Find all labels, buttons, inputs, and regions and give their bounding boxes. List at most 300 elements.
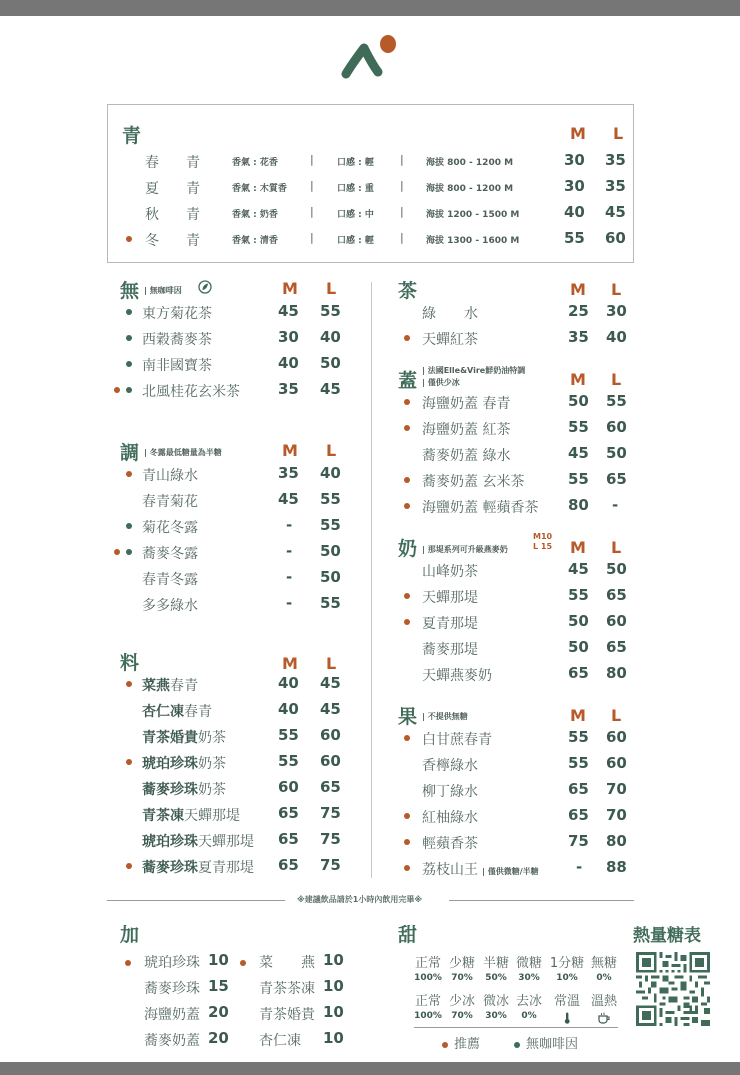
price-m: 35 bbox=[278, 464, 299, 482]
menu-item[interactable] bbox=[120, 352, 360, 378]
option-label: 1分糖 bbox=[549, 956, 585, 971]
topping-name: 琥珀珍珠 bbox=[142, 834, 198, 850]
thermometer-icon bbox=[563, 1012, 571, 1024]
price-m: 65 bbox=[568, 780, 589, 798]
option-label: 溫熱 bbox=[590, 994, 617, 1009]
price-l: 60 bbox=[606, 612, 627, 630]
price-l: 80 bbox=[606, 664, 627, 682]
addon-name: 蕎麥奶蓋 bbox=[144, 1033, 200, 1049]
menu-item[interactable] bbox=[120, 750, 365, 776]
header-l: L bbox=[611, 370, 622, 389]
taste: 口感 : 中 bbox=[337, 210, 374, 220]
option-label: 去冰 bbox=[515, 994, 542, 1009]
separator: | bbox=[400, 153, 404, 166]
recommended-dot-icon bbox=[114, 387, 120, 393]
section-title: 無 bbox=[120, 280, 140, 302]
recommended-dot-icon bbox=[404, 503, 410, 509]
option-pct: 70% bbox=[451, 973, 473, 983]
addon-name: 青茶茶凍 bbox=[259, 981, 315, 997]
item-name-2: 青 bbox=[186, 155, 200, 171]
recommended-dot-icon bbox=[404, 335, 410, 341]
section-note: | 不提供無糖 bbox=[422, 712, 468, 721]
price-m: 50 bbox=[568, 612, 589, 630]
addon-item[interactable] bbox=[259, 977, 344, 1002]
section-title: 奶 bbox=[398, 538, 418, 560]
menu-item[interactable] bbox=[398, 856, 634, 882]
menu-item[interactable] bbox=[398, 584, 634, 610]
menu-item[interactable] bbox=[398, 778, 634, 804]
menu-item[interactable] bbox=[120, 592, 360, 618]
header-l: L bbox=[326, 654, 337, 673]
price-l: 70 bbox=[606, 780, 627, 798]
header-m: M bbox=[282, 279, 298, 298]
price-m: 45 bbox=[568, 444, 589, 462]
item-name: 綠 水 bbox=[422, 306, 478, 322]
price-l: 30 bbox=[606, 302, 627, 320]
item-name: 山峰奶茶 bbox=[422, 564, 478, 580]
menu-item[interactable] bbox=[120, 462, 360, 488]
topping-name: 蕎麥珍珠 bbox=[142, 782, 198, 798]
featured-qing-section bbox=[107, 104, 634, 263]
item-name: 天蟬紅茶 bbox=[422, 332, 478, 348]
addon-price: 10 bbox=[323, 951, 344, 969]
altitude: 海拔 800 - 1200 M bbox=[426, 158, 514, 168]
header-l: L bbox=[613, 124, 624, 143]
option-label: 常溫 bbox=[553, 994, 580, 1009]
addon-name: 青茶婚貴 bbox=[259, 1007, 315, 1023]
addon-item[interactable] bbox=[144, 1003, 229, 1028]
menu-item[interactable] bbox=[398, 804, 634, 830]
addon-item[interactable] bbox=[259, 1003, 344, 1028]
base-name: 春青 bbox=[184, 704, 212, 720]
base-name: 奶茶 bbox=[198, 756, 226, 772]
price-m: 35 bbox=[278, 380, 299, 398]
price-m: 65 bbox=[278, 804, 299, 822]
separator: | bbox=[400, 205, 404, 218]
topping-name: 琥珀珍珠 bbox=[142, 756, 198, 772]
section-note: | 僅供少冰 bbox=[422, 378, 460, 387]
price-l: 60 bbox=[605, 229, 626, 247]
price-m: 75 bbox=[568, 832, 589, 850]
price-l: 65 bbox=[606, 638, 627, 656]
separator: | bbox=[310, 153, 314, 166]
price-m: 55 bbox=[568, 470, 589, 488]
recommended-dot-icon bbox=[240, 960, 246, 966]
recommended-dot-icon bbox=[125, 960, 131, 966]
option-label: 半糖 bbox=[482, 956, 509, 971]
price-m: 55 bbox=[568, 728, 589, 746]
option-pct: 100% bbox=[414, 973, 442, 983]
price-l: 70 bbox=[606, 806, 627, 824]
addon-price: 10 bbox=[208, 951, 229, 969]
recommended-dot-icon bbox=[404, 425, 410, 431]
price-m: 30 bbox=[278, 328, 299, 346]
option-pct: 0% bbox=[596, 973, 612, 983]
section-title: 料 bbox=[120, 652, 140, 674]
recommended-dot-icon bbox=[126, 759, 132, 765]
price-m: 55 bbox=[278, 726, 299, 744]
price-l: 55 bbox=[320, 302, 341, 320]
leaf-circle-icon bbox=[198, 280, 212, 294]
price-l: 35 bbox=[605, 151, 626, 169]
section-title: 蓋 bbox=[398, 370, 418, 392]
addon-price: 15 bbox=[208, 977, 229, 995]
brand-logo-icon bbox=[338, 34, 404, 84]
topping-name: 青茶婚貴 bbox=[142, 730, 198, 746]
price-l: 60 bbox=[320, 726, 341, 744]
section-title: 果 bbox=[398, 706, 418, 728]
price-m: 55 bbox=[568, 586, 589, 604]
price-m: 50 bbox=[568, 392, 589, 410]
menu-item[interactable] bbox=[120, 854, 365, 880]
header-m: M bbox=[570, 538, 586, 557]
item-name: 香檸綠水 bbox=[422, 758, 478, 774]
menu-item[interactable] bbox=[120, 378, 360, 404]
menu-item-qiu-qing[interactable] bbox=[108, 203, 633, 225]
addon-item[interactable] bbox=[144, 977, 229, 1002]
separator: | bbox=[310, 231, 314, 244]
price-l: 50 bbox=[320, 354, 341, 372]
item-name: 白甘蔗春青 bbox=[422, 732, 492, 748]
recommended-dot-icon bbox=[126, 863, 132, 869]
menu-item[interactable] bbox=[120, 300, 360, 326]
header-l: L bbox=[611, 538, 622, 557]
item-name: 天蟬那堤 bbox=[422, 590, 478, 606]
item-name: 荔枝山王 bbox=[422, 862, 478, 878]
header-l: L bbox=[611, 280, 622, 299]
taste: 口感 : 輕 bbox=[337, 158, 374, 168]
price-l: 80 bbox=[606, 832, 627, 850]
recommended-dot-icon bbox=[126, 236, 132, 242]
caffeine-free-dot-icon bbox=[126, 309, 132, 315]
menu-item[interactable] bbox=[398, 300, 634, 326]
item-name-1: 秋 bbox=[145, 207, 159, 223]
oat-upgrade-price-l: L 15 bbox=[533, 542, 553, 551]
item-name: 天蟬燕麥奶 bbox=[422, 668, 492, 684]
separator: | bbox=[310, 179, 314, 192]
menu-item[interactable] bbox=[398, 830, 634, 856]
menu-item[interactable] bbox=[398, 662, 634, 688]
price-l: 40 bbox=[606, 328, 627, 346]
price-m: 45 bbox=[278, 302, 299, 320]
item-name: 多多綠水 bbox=[142, 598, 198, 614]
price-m: 80 bbox=[568, 496, 589, 514]
menu-item[interactable] bbox=[398, 636, 634, 662]
header-m: M bbox=[282, 654, 298, 673]
addon-price: 20 bbox=[208, 1029, 229, 1047]
price-l: 35 bbox=[605, 177, 626, 195]
menu-item[interactable] bbox=[120, 724, 365, 750]
price-m: 40 bbox=[278, 354, 299, 372]
price-l: 55 bbox=[606, 392, 627, 410]
hot-cup-icon bbox=[597, 1012, 611, 1024]
recommended-dot-icon bbox=[404, 839, 410, 845]
price-l: 40 bbox=[320, 328, 341, 346]
ice-option[interactable] bbox=[509, 990, 549, 1021]
addon-name: 海鹽奶蓋 bbox=[144, 1007, 200, 1023]
caffeine-free-dot-icon bbox=[126, 549, 132, 555]
header-l: L bbox=[611, 706, 622, 725]
topping-name: 蕎麥珍珠 bbox=[142, 860, 198, 876]
item-name-1: 春 bbox=[145, 155, 159, 171]
price-m: 45 bbox=[278, 490, 299, 508]
option-label: 微糖 bbox=[515, 956, 542, 971]
section-title: 青 bbox=[122, 125, 142, 147]
aroma: 香氣 : 木質香 bbox=[232, 184, 287, 194]
price-l: 50 bbox=[606, 560, 627, 578]
price-l: 75 bbox=[320, 830, 341, 848]
header-m: M bbox=[570, 124, 586, 143]
price-l: 65 bbox=[606, 470, 627, 488]
price-l: - bbox=[612, 496, 619, 514]
price-l: 60 bbox=[606, 728, 627, 746]
price-l: 50 bbox=[606, 444, 627, 462]
top-bar bbox=[0, 0, 740, 16]
section-liao bbox=[120, 648, 365, 880]
item-note: | 僅供微糖/半糖 bbox=[482, 867, 539, 876]
legend-label: 無咖啡因 bbox=[526, 1037, 579, 1052]
price-m: 55 bbox=[568, 418, 589, 436]
menu-item[interactable] bbox=[120, 488, 360, 514]
recommended-dot-icon bbox=[126, 471, 132, 477]
section-tiao bbox=[120, 438, 360, 618]
topping-name: 青茶凍 bbox=[142, 808, 184, 824]
price-l: 60 bbox=[606, 754, 627, 772]
header-l: L bbox=[326, 279, 337, 298]
price-l: 50 bbox=[320, 542, 341, 560]
base-name: 春青 bbox=[170, 678, 198, 694]
menu-item[interactable] bbox=[120, 540, 360, 566]
price-m: 35 bbox=[568, 328, 589, 346]
menu-item[interactable] bbox=[120, 326, 360, 352]
addon-price: 10 bbox=[323, 977, 344, 995]
aroma: 香氣 : 清香 bbox=[232, 236, 278, 246]
addon-name: 菜 燕 bbox=[259, 955, 315, 971]
recommended-dot-icon bbox=[404, 813, 410, 819]
price-l: 45 bbox=[320, 674, 341, 692]
base-name: 天蟬那堤 bbox=[198, 834, 254, 850]
price-l: 65 bbox=[606, 586, 627, 604]
menu-item-xia-qing[interactable] bbox=[108, 177, 633, 199]
topping-name: 杏仁凍 bbox=[142, 704, 184, 720]
separator: | bbox=[400, 179, 404, 192]
menu-item[interactable] bbox=[120, 776, 365, 802]
price-m: - bbox=[286, 542, 293, 560]
option-label: 少冰 bbox=[448, 994, 475, 1009]
bottom-bar bbox=[0, 1062, 740, 1075]
menu-item[interactable] bbox=[398, 494, 634, 520]
recommended-dot-icon bbox=[404, 477, 410, 483]
addon-item[interactable] bbox=[144, 1029, 229, 1054]
item-name: 輕蘋香茶 bbox=[422, 836, 478, 852]
divider bbox=[414, 1027, 618, 1028]
base-name: 奶茶 bbox=[198, 730, 226, 746]
sugar-option[interactable] bbox=[509, 952, 549, 983]
price-l: 55 bbox=[320, 594, 341, 612]
section-note: | 法國Elle&Vire鮮奶油特調 bbox=[422, 366, 526, 375]
item-name: 海鹽奶蓋 輕蘋香茶 bbox=[422, 500, 539, 516]
option-label: 少糖 bbox=[448, 956, 475, 971]
addon-item[interactable] bbox=[259, 1029, 344, 1054]
header-l: L bbox=[326, 441, 337, 460]
price-m: 45 bbox=[568, 560, 589, 578]
menu-item[interactable] bbox=[398, 752, 634, 778]
menu-item[interactable] bbox=[398, 726, 634, 752]
price-l: 50 bbox=[320, 568, 341, 586]
price-m: 30 bbox=[564, 151, 585, 169]
menu-item[interactable] bbox=[120, 514, 360, 540]
price-m: - bbox=[286, 516, 293, 534]
item-name: 紅柚綠水 bbox=[422, 810, 478, 826]
option-pct: 70% bbox=[451, 1011, 473, 1021]
qr-title: 熱量糖表 bbox=[633, 926, 701, 946]
item-name: 北風桂花玄米茶 bbox=[142, 384, 240, 400]
divider bbox=[107, 900, 285, 901]
recommended-dot-icon bbox=[404, 593, 410, 599]
item-name-1: 冬 bbox=[145, 233, 159, 249]
recommended-dot-icon bbox=[404, 399, 410, 405]
option-label: 微冰 bbox=[482, 994, 509, 1009]
option-pct: 30% bbox=[518, 973, 540, 983]
addon-name: 琥珀珍珠 bbox=[144, 955, 200, 971]
option-label: 無糖 bbox=[590, 956, 617, 971]
menu-item[interactable] bbox=[120, 672, 365, 698]
column-divider bbox=[371, 282, 372, 878]
menu-item[interactable] bbox=[120, 802, 365, 828]
section-title: 調 bbox=[120, 442, 140, 464]
price-l: 60 bbox=[320, 752, 341, 770]
price-l: 45 bbox=[320, 380, 341, 398]
section-nai bbox=[398, 534, 634, 688]
recommended-dot-icon bbox=[404, 865, 410, 871]
option-label: 正常 bbox=[414, 956, 441, 971]
option-pct: 10% bbox=[556, 973, 578, 983]
price-l: 65 bbox=[320, 778, 341, 796]
addons-title: 加 bbox=[120, 924, 140, 946]
price-l: 88 bbox=[606, 858, 627, 876]
oat-upgrade-price-m: M10 bbox=[533, 532, 553, 541]
separator: | bbox=[400, 231, 404, 244]
price-l: 45 bbox=[320, 700, 341, 718]
section-title: 茶 bbox=[398, 280, 418, 302]
item-name: 菊花冬露 bbox=[142, 520, 198, 536]
recommended-dot-icon bbox=[126, 681, 132, 687]
menu-item[interactable] bbox=[398, 390, 634, 416]
menu-item[interactable] bbox=[120, 566, 360, 592]
item-name: 柳丁綠水 bbox=[422, 784, 478, 800]
sugar-option[interactable] bbox=[547, 952, 587, 983]
price-l: 40 bbox=[320, 464, 341, 482]
section-note: | 冬露最低糖量為半糖 bbox=[144, 448, 222, 457]
caffeine-free-dot-icon bbox=[126, 335, 132, 341]
header-m: M bbox=[570, 280, 586, 299]
taste: 口感 : 輕 bbox=[337, 236, 374, 246]
price-m: 50 bbox=[568, 638, 589, 656]
option-pct: 50% bbox=[485, 973, 507, 983]
menu-item[interactable] bbox=[398, 610, 634, 636]
item-name: 蕎麥冬露 bbox=[142, 546, 198, 562]
ice-option[interactable] bbox=[584, 990, 624, 1028]
recommended-dot-icon bbox=[114, 549, 120, 555]
item-name-2: 青 bbox=[186, 181, 200, 197]
menu-item-chun-qing[interactable] bbox=[108, 151, 633, 173]
ice-option[interactable] bbox=[547, 990, 587, 1028]
caffeine-free-dot-icon bbox=[126, 361, 132, 367]
item-name: 海鹽奶蓋 春青 bbox=[422, 396, 511, 412]
legend-caffeine-free bbox=[514, 1033, 578, 1052]
legend-label: 推薦 bbox=[454, 1037, 481, 1052]
addon-item[interactable] bbox=[144, 951, 229, 976]
price-m: 55 bbox=[568, 754, 589, 772]
price-m: 60 bbox=[278, 778, 299, 796]
recommended-dot-icon bbox=[442, 1042, 448, 1048]
menu-item[interactable] bbox=[120, 698, 365, 724]
addon-price: 10 bbox=[323, 1003, 344, 1021]
menu-item[interactable] bbox=[120, 828, 365, 854]
taste: 口感 : 重 bbox=[337, 184, 374, 194]
altitude: 海拔 1300 - 1600 M bbox=[426, 236, 520, 246]
addon-item[interactable] bbox=[259, 951, 344, 976]
price-l: 45 bbox=[605, 203, 626, 221]
header-m: M bbox=[570, 706, 586, 725]
section-gai bbox=[398, 364, 634, 520]
menu-item[interactable] bbox=[398, 558, 634, 584]
price-m: 65 bbox=[278, 856, 299, 874]
consumption-notice bbox=[107, 893, 634, 909]
price-m: 55 bbox=[564, 229, 585, 247]
item-name: 夏青那堤 bbox=[422, 616, 478, 632]
item-name: 春青菊花 bbox=[142, 494, 198, 510]
menu-item[interactable] bbox=[398, 326, 634, 352]
price-m: - bbox=[576, 858, 583, 876]
header-m: M bbox=[282, 441, 298, 460]
menu-item[interactable] bbox=[398, 416, 634, 442]
section-note: | 那堤系列可升級燕麥奶 bbox=[422, 545, 508, 554]
price-m: 30 bbox=[564, 177, 585, 195]
price-l: 60 bbox=[606, 418, 627, 436]
price-l: 55 bbox=[320, 490, 341, 508]
sugar-option[interactable] bbox=[584, 952, 624, 983]
item-name: 南非國寶茶 bbox=[142, 358, 212, 374]
section-guo bbox=[398, 702, 634, 882]
caffeine-free-dot-icon bbox=[126, 523, 132, 529]
addon-name: 杏仁凍 bbox=[259, 1033, 301, 1049]
recommended-dot-icon bbox=[404, 735, 410, 741]
price-m: 65 bbox=[278, 830, 299, 848]
section-note: | 無咖啡因 bbox=[144, 286, 182, 295]
price-m: 40 bbox=[564, 203, 585, 221]
altitude: 海拔 800 - 1200 M bbox=[426, 184, 514, 194]
section-cha bbox=[398, 276, 634, 352]
addon-name: 蕎麥珍珠 bbox=[144, 981, 200, 997]
caffeine-free-dot-icon bbox=[126, 387, 132, 393]
price-m: - bbox=[286, 594, 293, 612]
qr-code-icon[interactable] bbox=[636, 952, 710, 1026]
menu-item[interactable] bbox=[398, 442, 634, 468]
item-name: 春青冬露 bbox=[142, 572, 198, 588]
menu-item[interactable] bbox=[398, 468, 634, 494]
price-m: 65 bbox=[568, 806, 589, 824]
separator: | bbox=[310, 205, 314, 218]
notice-text: ※建議飲品請於1小時內飲用完畢※ bbox=[297, 895, 423, 904]
option-pct: 0% bbox=[521, 1011, 537, 1021]
menu-item-dong-qing[interactable] bbox=[108, 229, 633, 251]
option-pct: 30% bbox=[485, 1011, 507, 1021]
base-name: 奶茶 bbox=[198, 782, 226, 798]
option-label: 正常 bbox=[414, 994, 441, 1009]
price-l: 55 bbox=[320, 516, 341, 534]
price-m: 40 bbox=[278, 674, 299, 692]
